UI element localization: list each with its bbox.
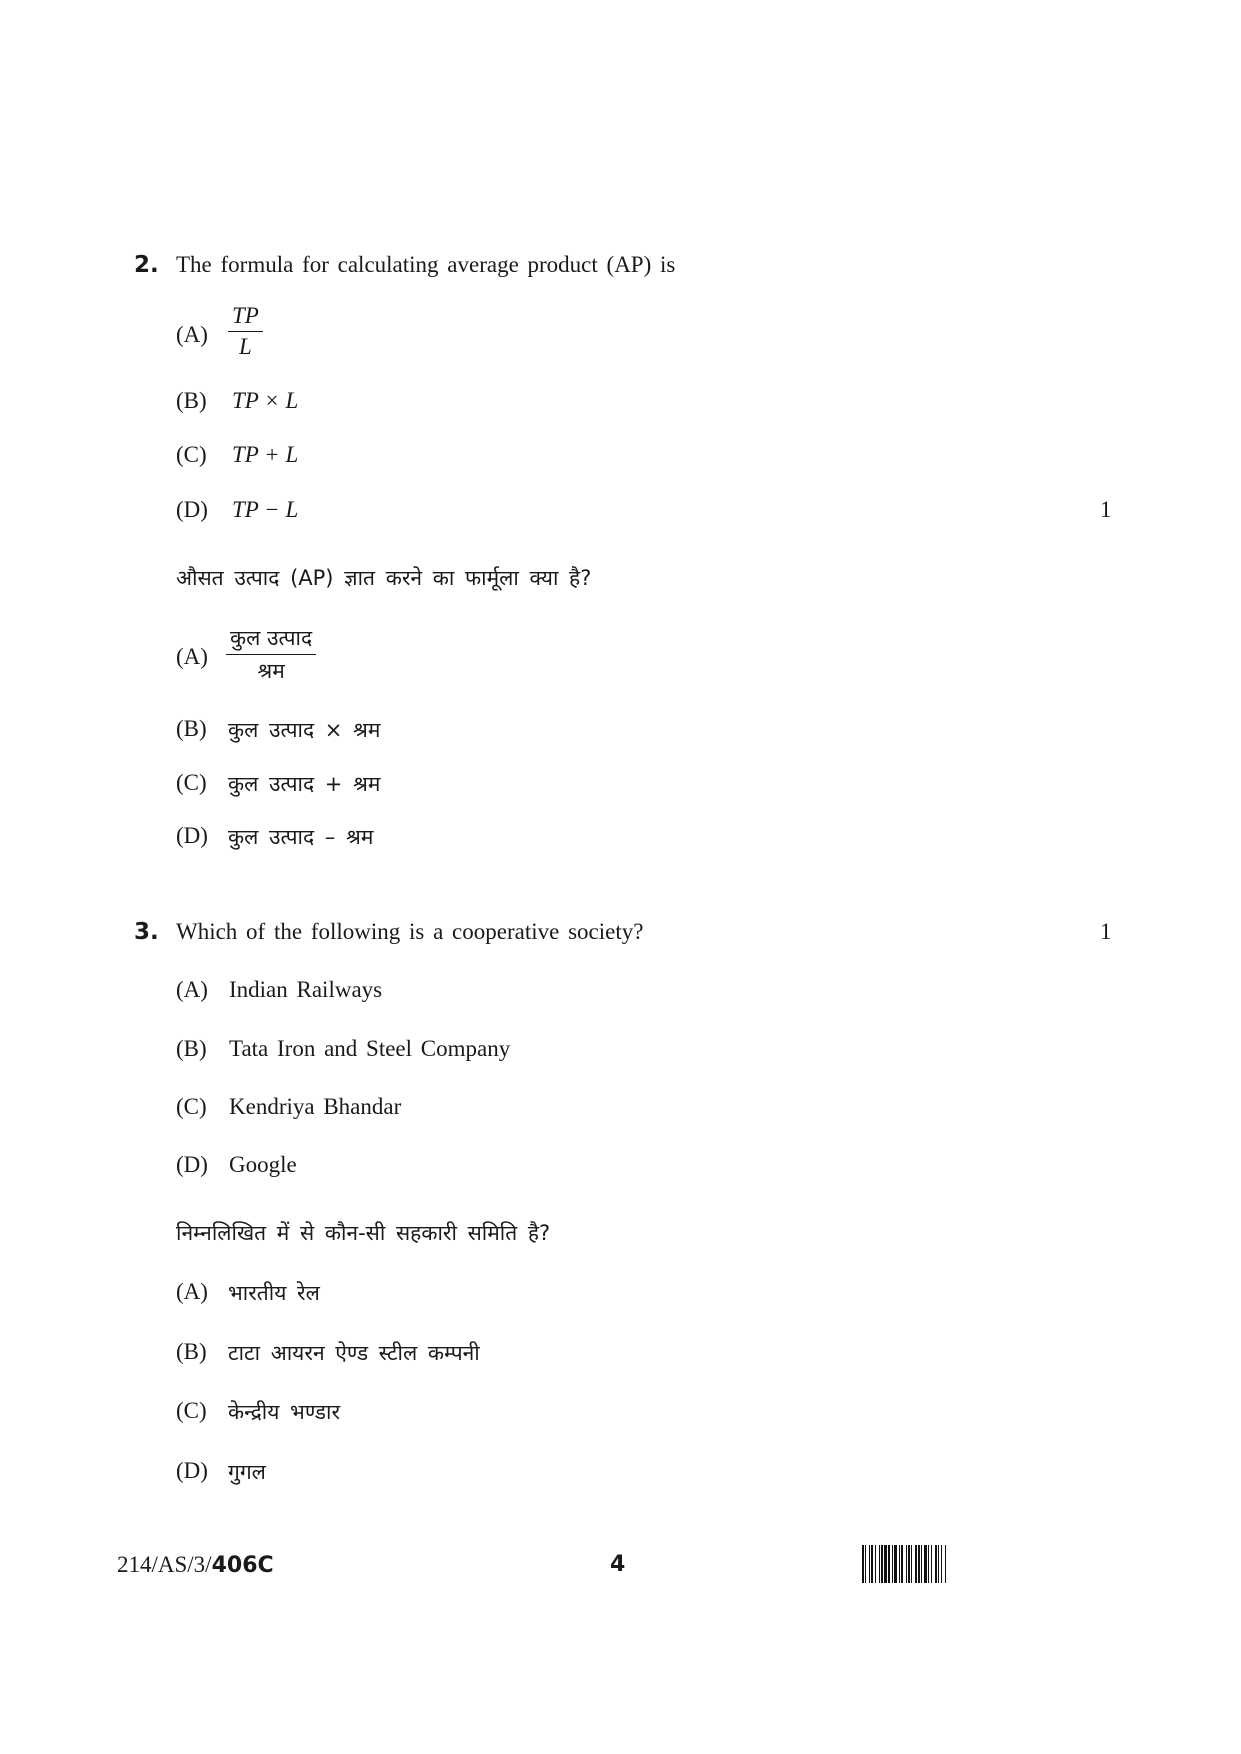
q2-hindi-option-a-denominator: श्रम xyxy=(257,659,285,683)
q3-option-c-value: Kendriya Bhandar xyxy=(229,1094,402,1119)
q3-hindi-text: निम्नलिखित में से कौन-सी सहकारी समिति है? xyxy=(176,1221,551,1245)
q2-option-c-value: TP + L xyxy=(232,442,299,467)
paper-code-bold: 406C xyxy=(211,1553,274,1578)
q3-option-d-label: (D) xyxy=(176,1152,208,1177)
q3-hindi-option-a-value: भारतीय रेल xyxy=(228,1281,320,1305)
q3-hindi-option-c-label: (C) xyxy=(176,1398,207,1423)
q2-marks: 1 xyxy=(1100,497,1112,522)
q3-hindi-option-a-label: (A) xyxy=(176,1279,208,1304)
q3-option-a-label: (A) xyxy=(176,977,208,1002)
q2-hindi-option-a-fraction xyxy=(226,624,316,685)
q2-hindi-option-a-numerator: कुल उत्पाद xyxy=(226,624,316,655)
q2-hindi-option-b-label: (B) xyxy=(176,716,207,741)
q2-hindi-text: औसत उत्पाद (AP) ज्ञात करने का फार्मूला क्या है? xyxy=(176,566,592,590)
q2-option-b-label: (B) xyxy=(176,388,207,413)
q3-hindi-option-c-value: केन्द्रीय भण्डार xyxy=(228,1400,341,1424)
q2-option-a-numerator: TP xyxy=(228,303,263,332)
q2-option-a-label: (A) xyxy=(176,322,208,347)
q2-hindi-option-d-value: कुल उत्पाद – श्रम xyxy=(228,825,374,849)
q2-hindi-option-a-label: (A) xyxy=(176,644,208,669)
q2-option-d-value: TP − L xyxy=(232,497,299,522)
q3-option-c-label: (C) xyxy=(176,1094,207,1119)
q3-marks: 1 xyxy=(1100,919,1112,944)
page-number: 4 xyxy=(610,1552,626,1577)
q3-option-a-value: Indian Railways xyxy=(229,977,383,1002)
q3-hindi-option-b-value: टाटा आयरन ऐण्ड स्टील कम्पनी xyxy=(228,1341,480,1365)
q2-hindi-option-d-label: (D) xyxy=(176,823,208,848)
q3-hindi-option-b-label: (B) xyxy=(176,1339,207,1364)
q3-hindi-option-d-label: (D) xyxy=(176,1458,208,1483)
q2-hindi-option-b-value: कुल उत्पाद × श्रम xyxy=(228,718,381,742)
barcode xyxy=(862,1545,948,1583)
q2-option-d-label: (D) xyxy=(176,497,208,522)
question-3-number: 3. xyxy=(134,919,159,945)
question-3-text: Which of the following is a cooperative society? xyxy=(176,919,644,944)
q2-hindi-option-c-value: कुल उत्पाद + श्रम xyxy=(228,772,381,796)
q2-option-b-value: TP × L xyxy=(232,388,299,413)
q2-option-a-denominator: L xyxy=(239,334,252,359)
q2-option-c-label: (C) xyxy=(176,442,207,467)
q3-option-d-value: Google xyxy=(229,1152,297,1177)
q3-option-b-label: (B) xyxy=(176,1036,207,1061)
paper-code xyxy=(117,1552,274,1578)
q2-option-a-fraction xyxy=(228,303,263,360)
question-2-number: 2. xyxy=(134,252,159,278)
question-2-text: The formula for calculating average product (AP) is xyxy=(176,252,676,277)
q3-hindi-option-d-value: गुगल xyxy=(228,1460,266,1484)
q3-option-b-value: Tata Iron and Steel Company xyxy=(229,1036,511,1061)
paper-code-prefix: 214/AS/3/ xyxy=(117,1552,212,1577)
q2-hindi-option-c-label: (C) xyxy=(176,770,207,795)
